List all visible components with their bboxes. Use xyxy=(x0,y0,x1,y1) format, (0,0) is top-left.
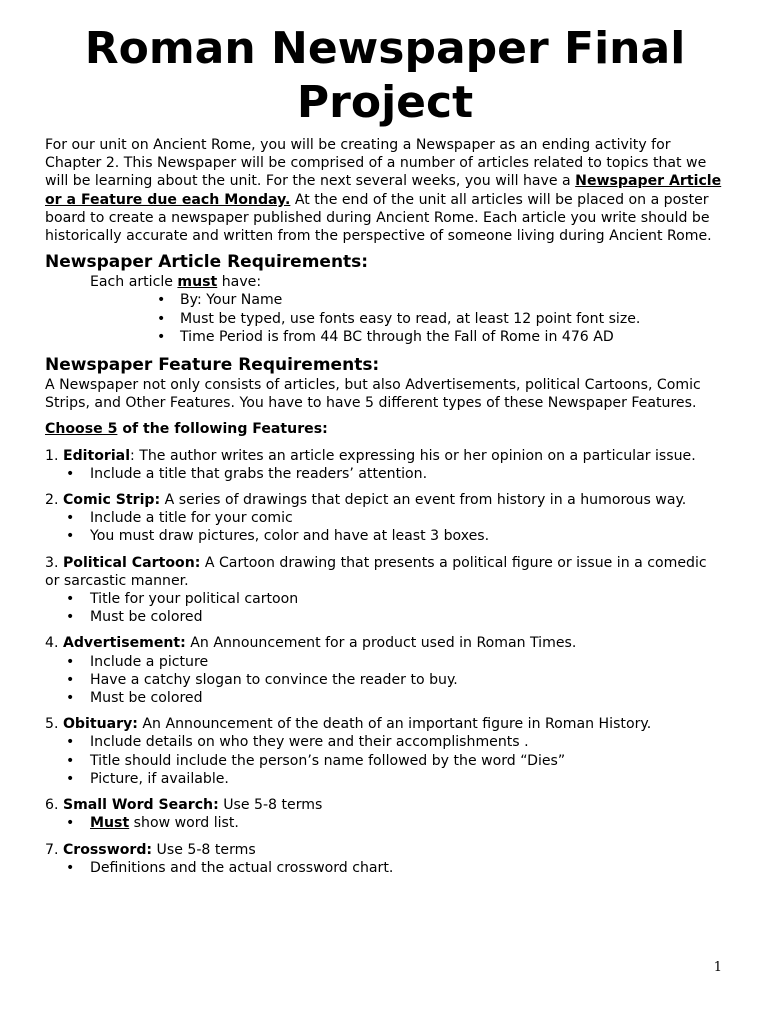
list-item-text: show word list. xyxy=(129,815,239,832)
list-item xyxy=(45,689,725,707)
feature-description xyxy=(45,841,725,859)
feature-desc: : The author writes an article expressing his or her opinion on a particular issue. xyxy=(130,447,696,464)
list-item xyxy=(45,733,725,751)
list-item xyxy=(45,653,725,671)
choose-instruction xyxy=(45,420,725,438)
feature-number: 7. xyxy=(45,841,63,858)
intro-emphasis: Newspaper Article or a Feature due each Monday. xyxy=(45,173,722,208)
feature-word-search xyxy=(45,796,725,832)
list-item-text: Must be typed, use fonts easy to read, at least 12 point font size. xyxy=(180,310,641,327)
feature-list xyxy=(45,590,725,626)
bullet-icon: • xyxy=(66,815,75,832)
article-requirements-line xyxy=(45,273,725,291)
list-item-emphasis: Must xyxy=(90,815,130,832)
bullet-icon: • xyxy=(157,328,166,345)
list-item xyxy=(45,752,725,770)
feature-name: Political Cartoon: xyxy=(62,554,201,571)
list-item xyxy=(45,509,725,527)
feature-requirements-heading: Newspaper Feature Requirements: xyxy=(45,355,380,376)
feature-number: 3. xyxy=(45,554,63,571)
list-item xyxy=(45,770,725,788)
feature-list xyxy=(45,465,725,483)
bullet-icon: • xyxy=(66,671,75,688)
feature-description xyxy=(45,447,725,465)
list-item-text: Must be colored xyxy=(90,609,203,626)
bullet-icon: • xyxy=(66,859,75,876)
feature-list xyxy=(45,814,725,832)
bullet-icon: • xyxy=(66,734,75,751)
list-item-text: Include details on who they were and their accomplishments . xyxy=(90,734,529,751)
choose-count: Choose 5 xyxy=(45,421,118,438)
feature-name: Comic Strip: xyxy=(62,492,161,509)
list-item-text: Must be colored xyxy=(90,690,203,707)
feature-number: 1. xyxy=(45,447,63,464)
bullet-icon: • xyxy=(66,510,75,527)
list-item xyxy=(45,814,725,832)
feature-desc: Use 5-8 terms xyxy=(218,797,323,814)
list-item-text: Title for your political cartoon xyxy=(90,591,299,608)
bullet-icon: • xyxy=(66,752,75,769)
bullet-icon: • xyxy=(157,292,166,309)
list-item-text: Include a title for your comic xyxy=(90,510,293,527)
list-item xyxy=(45,590,725,608)
feature-description xyxy=(45,554,725,590)
list-item xyxy=(45,291,725,309)
feature-description xyxy=(45,491,725,509)
feature-list xyxy=(45,733,725,788)
bullet-icon: • xyxy=(66,653,75,670)
feature-desc: Use 5-8 terms xyxy=(152,841,256,858)
feature-number: 4. xyxy=(45,635,63,652)
choose-rest: of the following Features: xyxy=(117,421,328,438)
feature-desc: A series of drawings that depict an event from history in a humorous way. xyxy=(160,492,687,509)
list-item-text: Include a picture xyxy=(90,653,209,670)
bullet-icon: • xyxy=(66,690,75,707)
page-number: 1 xyxy=(713,960,722,975)
feature-description xyxy=(45,634,725,652)
req-line-post: have: xyxy=(217,274,262,291)
article-requirements-heading: Newspaper Article Requirements: xyxy=(45,252,369,273)
feature-list xyxy=(45,509,725,545)
feature-list xyxy=(45,653,725,708)
bullet-icon: • xyxy=(66,528,75,545)
list-item-text: Picture, if available. xyxy=(90,770,229,787)
list-item xyxy=(45,608,725,626)
intro-text-1: For our unit on Ancient Rome, you will be creating a Newspaper as an ending activity for Chapter 2. This Newspaper will be comprised of a number of articles related to topics that we will be learning about the unit. For the next several weeks, you will have a xyxy=(45,137,707,190)
intro-text-2: At the end of the unit all articles will be placed on a poster board to create a newspaper published during Ancient Rome. Each article you write should be historically accurate and written from the perspective of someone living during Ancient Rome. xyxy=(45,191,712,245)
list-item-text: Definitions and the actual crossword chart. xyxy=(90,859,394,876)
feature-name: Advertisement: xyxy=(62,635,186,652)
list-item-text: Have a catchy slogan to convince the reader to buy. xyxy=(90,671,458,688)
list-item xyxy=(45,671,725,689)
feature-description xyxy=(45,796,725,814)
intro-paragraph xyxy=(45,136,725,245)
feature-number: 5. xyxy=(45,716,63,733)
feature-comic-strip xyxy=(45,491,725,546)
list-item-text: Title should include the person’s name followed by the word “Dies” xyxy=(90,752,566,769)
list-item-text: By: Your Name xyxy=(180,292,283,309)
feature-name: Editorial xyxy=(62,447,131,464)
document-page xyxy=(45,22,725,885)
bullet-icon: • xyxy=(66,770,75,787)
feature-requirements-intro: A Newspaper not only consists of articles, but also Advertisements, political Cartoons, Comic Strips, and Other Features. You have to have 5 different types of these Newspaper Features. xyxy=(45,377,701,412)
article-requirements-list xyxy=(45,291,725,346)
list-item xyxy=(45,527,725,545)
feature-number: 6. xyxy=(45,797,63,814)
list-item-text: Time Period is from 44 BC through the Fall of Rome in 476 AD xyxy=(180,328,614,345)
feature-number: 2. xyxy=(45,492,63,509)
feature-desc: A Cartoon drawing that presents a political figure or issue in a comedic or sarcastic manner. xyxy=(45,554,707,589)
list-item xyxy=(45,310,725,328)
feature-name: Obituary: xyxy=(62,716,138,733)
feature-description xyxy=(45,715,725,733)
feature-obituary xyxy=(45,715,725,788)
list-item-text: You must draw pictures, color and have at least 3 boxes. xyxy=(90,528,490,545)
feature-name: Crossword: xyxy=(62,841,153,858)
feature-desc: An Announcement of the death of an important figure in Roman History. xyxy=(137,716,652,733)
list-item xyxy=(45,328,725,346)
list-item-text: Include a title that grabs the readers’ attention. xyxy=(90,465,428,482)
feature-desc: An Announcement for a product used in Roman Times. xyxy=(185,635,577,652)
req-line-pre: Each article xyxy=(90,274,178,291)
bullet-icon: • xyxy=(157,310,166,327)
feature-political-cartoon xyxy=(45,554,725,627)
feature-crossword xyxy=(45,841,725,877)
feature-editorial xyxy=(45,447,725,483)
feature-advertisement xyxy=(45,634,725,707)
req-line-must: must xyxy=(177,274,218,291)
page-title: Roman Newspaper Final Project xyxy=(84,23,686,128)
feature-name: Small Word Search: xyxy=(62,797,219,814)
bullet-icon: • xyxy=(66,591,75,608)
list-item xyxy=(45,465,725,483)
bullet-icon: • xyxy=(66,465,75,482)
list-item xyxy=(45,859,725,877)
feature-list xyxy=(45,859,725,877)
bullet-icon: • xyxy=(66,609,75,626)
